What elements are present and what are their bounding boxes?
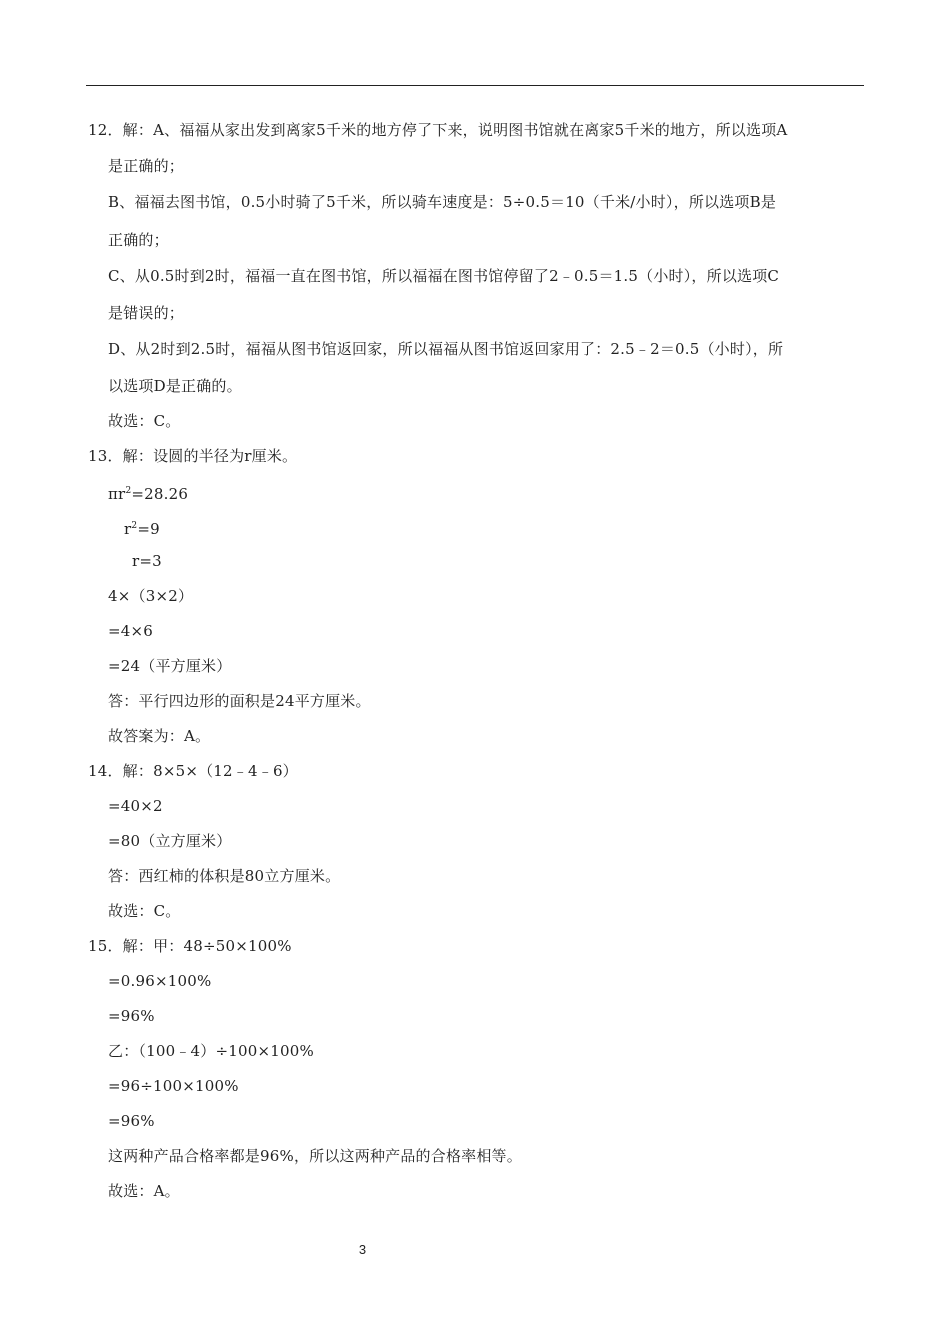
- q13-eq1-exponent: 2: [125, 486, 132, 496]
- q15-line-3: =96%: [108, 1007, 155, 1025]
- q12-line-6: 是错误的；: [108, 304, 185, 322]
- q13-line-5: 4×（3×2）: [108, 587, 194, 605]
- q14-line-1: 14．解：8×5×（12﹣4﹣6）: [88, 762, 298, 780]
- q12-line-7: D、从2时到2.5时，福福从图书馆返回家，所以福福从图书馆返回家用了：2.5﹣2＝0.5（小时），所: [108, 340, 784, 358]
- header-rule: [86, 85, 864, 86]
- q12-line-5: C、从0.5时到2时，福福一直在图书馆，所以福福在图书馆停留了2﹣0.5＝1.5（小时），所以选项C: [108, 267, 780, 285]
- q15-answer: 故选：A。: [108, 1182, 180, 1200]
- q13-eq2-lhs: r: [124, 520, 132, 538]
- q15-line-4: 乙：（100﹣4）÷100×100%: [108, 1042, 314, 1060]
- q13-equation-2: [124, 516, 160, 539]
- q13-eq1-rhs: =28.26: [131, 485, 189, 503]
- q12-answer: 故选：C。: [108, 412, 181, 430]
- q13-line-7: =24（平方厘米）: [108, 657, 232, 675]
- q14-line-2: =40×2: [108, 797, 163, 815]
- q14-line-4: 答：西红柿的体积是80立方厘米。: [108, 867, 341, 885]
- page-number: 3: [358, 1242, 367, 1257]
- q12-line-1: 12．解：A、福福从家出发到离家5千米的地方停了下来，说明图书馆就在离家5千米的地方，所以选项A: [88, 121, 788, 139]
- q13-equation-3: r=3: [132, 552, 162, 570]
- q12-line-8: 以选项D是正确的。: [108, 377, 242, 395]
- q15-line-5: =96÷100×100%: [108, 1077, 239, 1095]
- q15-line-1: 15．解：甲：48÷50×100%: [88, 937, 292, 955]
- q14-line-3: =80（立方厘米）: [108, 832, 232, 850]
- q12-line-3: B、福福去图书馆，0.5小时骑了5千米，所以骑车速度是：5÷0.5＝10（千米/小时），所以选项B是: [108, 193, 777, 211]
- q13-answer: 故答案为：A。: [108, 727, 211, 745]
- q13-equation-1: [108, 481, 188, 504]
- q12-line-4: 正确的；: [108, 231, 169, 249]
- q15-line-2: =0.96×100%: [108, 972, 212, 990]
- q15-line-6: =96%: [108, 1112, 155, 1130]
- q13-line-1: 13．解：设圆的半径为r厘米。: [88, 447, 298, 465]
- q13-line-8: 答：平行四边形的面积是24平方厘米。: [108, 692, 371, 710]
- q15-line-7: 这两种产品合格率都是96%，所以这两种产品的合格率相等。: [108, 1147, 522, 1165]
- q13-eq1-lhs: πr: [108, 485, 126, 503]
- q13-line-6: =4×6: [108, 622, 154, 640]
- q14-answer: 故选：C。: [108, 902, 181, 920]
- q13-eq2-exponent: 2: [131, 521, 138, 531]
- q13-eq2-rhs: =9: [137, 520, 160, 538]
- q12-line-2: 是正确的；: [108, 157, 185, 175]
